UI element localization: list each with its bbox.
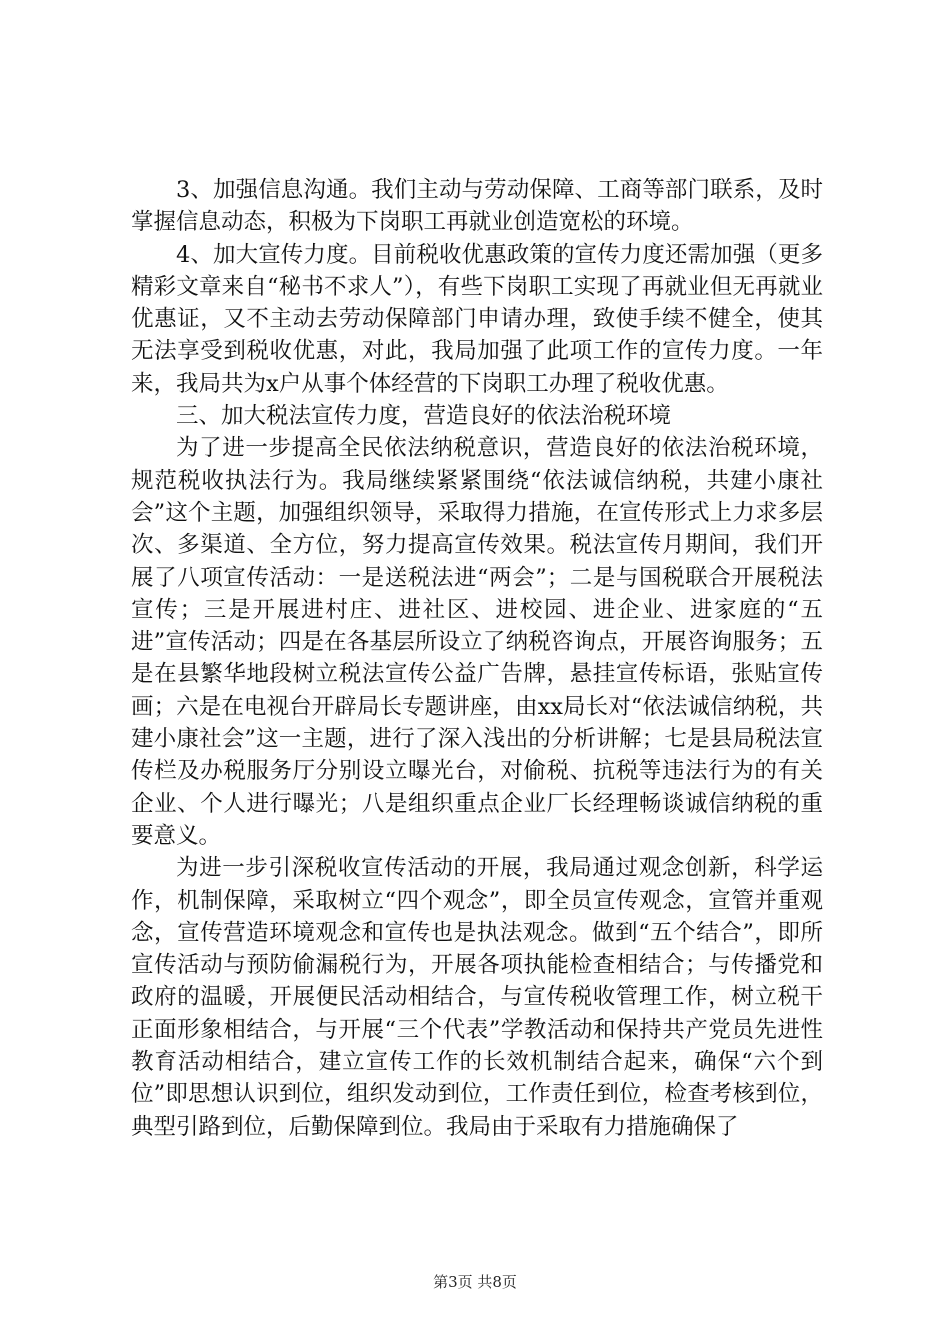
section-heading-tax-law-publicity: 三、加大税法宣传力度，营造良好的依法治税环境 xyxy=(176,403,672,430)
paragraph-publicity-effort: 4、加大宣传力度。目前税收优惠政策的宣传力度还需加强（更多精彩文章来自“秘书不求人”），有些下岗职工实现了再就业但无再就业优惠证，又不主动去劳动保障部门申请办理，致使手续不健全，使其无法享受到税收优惠，对此，我局加强了此项工作的宣传力度。一年来，我局共为x户从事个体经营的下岗职工办理了税收优惠。 xyxy=(131,241,823,397)
page-number-footer: 第3页 共8页 xyxy=(433,1273,517,1291)
paragraph-tax-law-activities: 为了进一步提高全民依法纳税意识，营造良好的依法治税环境，规范税收执法行为。我局继续紧紧围绕“依法诚信纳税，共建小康社会”这个主题，加强组织领导，采取得力措施，在宣传形式上力求多层次、多渠道、全方位，努力提高宣传效果。税法宣传月期间，我们开展了八项宣传活动：一是送税法进“两会”；二是与国税联合开展税法宣传；三是开展进村庄、进社区、进校园、进企业、进家庭的“五进”宣传活动；四是在各基层所设立了纳税咨询点，开展咨询服务；五是在县繁华地段树立税法宣传公益广告牌，悬挂宣传标语，张贴宣传画；六是在电视台开辟局长专题讲座，由xx局长对“依法诚信纳税，共建小康社会”这一主题，进行了深入浅出的分析讲解；七是县局税法宣传栏及办税服务厅分别设立曝光台，对偷税、抗税等违法行为的有关企业、个人进行曝光；八是组织重点企业厂长经理畅谈诚信纳税的重要意义。 xyxy=(131,435,823,849)
paragraph-publicity-deepening: 为进一步引深税收宣传活动的开展，我局通过观念创新，科学运作，机制保障，采取树立“四个观念”，即全员宣传观念，宣管并重观念，宣传营造环境观念和宣传也是执法观念。做到“五个结合”，即所宣传活动与预防偷漏税行为，开展各项执能检查相结合；与传播党和政府的温暖，开展便民活动相结合，与宣传税收管理工作，树立税干正面形象相结合，与开展“三个代表”学教活动和保持共产党员先进性教育活动相结合，建立宣传工作的长效机制结合起来，确保“六个到位”即思想认识到位，组织发动到位，工作责任到位，检查考核到位，典型引路到位，后勤保障到位。我局由于采取有力措施确保了 xyxy=(131,855,823,1140)
document-body xyxy=(131,174,823,1143)
paragraph-info-communication: 3、加强信息沟通。我们主动与劳动保障、工商等部门联系，及时掌握信息动态，积极为下岗职工再就业创造宽松的环境。 xyxy=(131,177,823,236)
